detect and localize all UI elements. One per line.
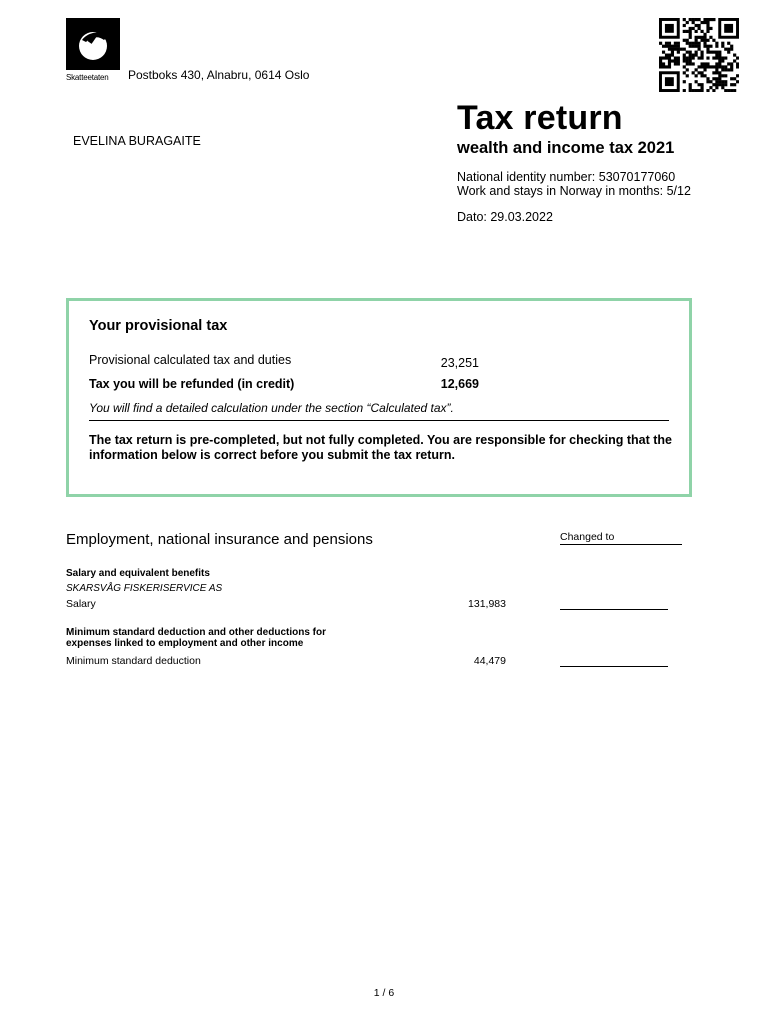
salary-group-title: Salary and equivalent benefits bbox=[66, 568, 210, 579]
deduction-changed-field[interactable] bbox=[560, 666, 668, 667]
deduction-label: Minimum standard deduction bbox=[66, 655, 201, 667]
page-number: 1 / 6 bbox=[373, 987, 395, 999]
qr-code-icon bbox=[659, 18, 739, 92]
changed-to-header: Changed to bbox=[560, 531, 682, 545]
national-id: National identity number: 53070177060 bbox=[457, 170, 676, 184]
logo-mark bbox=[66, 18, 120, 70]
provisional-tax-label: Provisional calculated tax and duties bbox=[89, 353, 292, 367]
divider bbox=[89, 420, 669, 421]
provisional-tax-value: 23,251 bbox=[440, 356, 479, 370]
skatteetaten-logo bbox=[66, 18, 122, 84]
logo-wordmark: Skatteetaten bbox=[66, 73, 109, 82]
salary-value: 131,983 bbox=[468, 598, 506, 610]
deduction-group-title-line2: expenses linked to employment and other income bbox=[66, 638, 304, 649]
logo-emblem-icon bbox=[66, 18, 120, 70]
calculation-note: You will find a detailed calculation under the section “Calculated tax”. bbox=[89, 401, 454, 415]
qr-code bbox=[659, 18, 739, 92]
document-title: Tax return bbox=[457, 99, 623, 137]
salary-label: Salary bbox=[66, 598, 96, 610]
document-date: Dato: 29.03.2022 bbox=[457, 210, 553, 224]
provisional-tax-title: Your provisional tax bbox=[89, 318, 228, 334]
months-in-norway: Work and stays in Norway in months: 5/12 bbox=[457, 184, 691, 198]
document-subtitle: wealth and income tax 2021 bbox=[457, 139, 675, 157]
employer-name: SKARSVÅG FISKERISERVICE AS bbox=[66, 583, 223, 594]
refund-label: Tax you will be refunded (in credit) bbox=[89, 377, 295, 391]
precompleted-warning: The tax return is pre-completed, but not fully completed. You are responsible for checking that the information below is correct before you submit the tax return. bbox=[89, 433, 672, 462]
salary-changed-field[interactable] bbox=[560, 609, 668, 610]
sender-address: Postboks 430, Alnabru, 0614 Oslo bbox=[128, 68, 310, 82]
section-title: Employment, national insurance and pensions bbox=[66, 531, 373, 548]
provisional-tax-box bbox=[66, 298, 692, 497]
deduction-value: 44,479 bbox=[473, 655, 506, 667]
title-block bbox=[457, 98, 691, 224]
refund-value: 12,669 bbox=[440, 377, 479, 391]
deduction-group-title-line1: Minimum standard deduction and other deductions for bbox=[66, 627, 327, 638]
recipient-name: EVELINA BURAGAITE bbox=[73, 134, 201, 148]
